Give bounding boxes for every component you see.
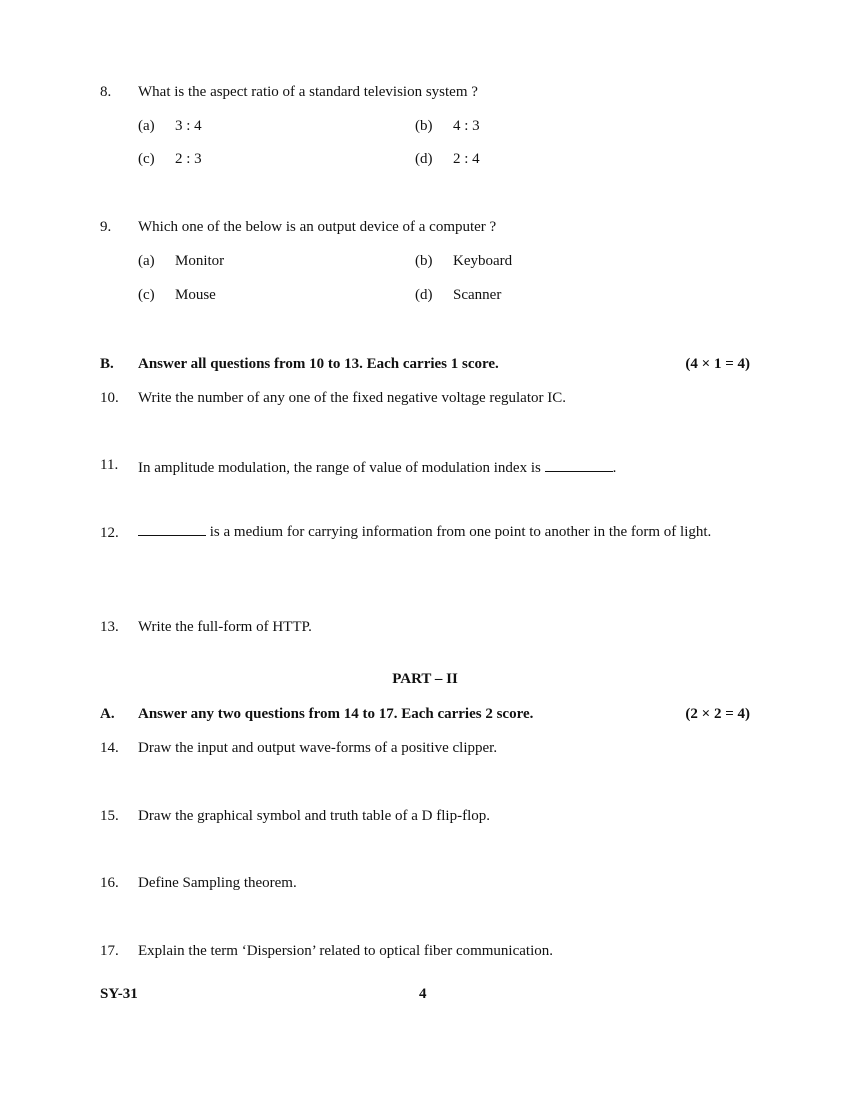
question-text: Define Sampling theorem.: [138, 875, 297, 891]
question-number: 14.: [100, 740, 119, 756]
option-letter: (b): [415, 118, 433, 134]
option-letter: (c): [138, 287, 155, 303]
option-text: 2 : 4: [453, 151, 480, 167]
part-heading: PART – II: [392, 671, 458, 687]
question-number: 11.: [100, 457, 119, 473]
option-letter: (d): [415, 151, 433, 167]
section-marks: (4 × 1 = 4): [685, 356, 750, 372]
question-text: [138, 457, 616, 477]
question-number: 10.: [100, 390, 119, 406]
option-text: Keyboard: [453, 253, 513, 269]
option-letter: (d): [415, 287, 433, 303]
question-text: Write the full-form of HTTP.: [138, 619, 312, 635]
question-number: 16.: [100, 875, 119, 891]
section-marks: (2 × 2 = 4): [685, 706, 750, 722]
option-letter: (c): [138, 151, 155, 167]
question-text: Draw the input and output wave-forms of a positive clipper.: [138, 740, 498, 756]
answer-blank: [545, 457, 613, 472]
option-text: 2 : 3: [175, 151, 202, 167]
question-text-after-blank: .: [612, 460, 617, 476]
answer-blank: [138, 521, 206, 536]
question-number: 17.: [100, 943, 119, 959]
question-number: 12.: [100, 525, 119, 541]
question-text: Draw the graphical symbol and truth table of a D flip-flop.: [138, 808, 490, 824]
option-letter: (b): [415, 253, 433, 269]
question-text: Explain the term ‘Dispersion’ related to optical fiber communication.: [138, 943, 554, 959]
option-text: Mouse: [175, 287, 216, 303]
section-label: B.: [100, 356, 114, 372]
question-text: Write the number of any one of the fixed negative voltage regulator IC.: [138, 390, 566, 406]
question-text: is a medium for carrying information from one point to another in the form of light.: [209, 524, 712, 540]
page-number: 4: [419, 986, 427, 1002]
option-text: Scanner: [453, 287, 502, 303]
section-instruction: Answer any two questions from 14 to 17. Each carries 2 score.: [138, 706, 534, 722]
option-text: 4 : 3: [453, 118, 480, 134]
question-text-block: [138, 519, 728, 545]
option-text: 3 : 4: [175, 118, 202, 134]
question-number: 8.: [100, 84, 112, 100]
question-text-before-blank: In amplitude modulation, the range of value of modulation index is: [138, 460, 541, 476]
option-letter: (a): [138, 253, 155, 269]
option-text: Monitor: [175, 253, 225, 269]
section-label: A.: [100, 706, 115, 722]
question-number: 15.: [100, 808, 119, 824]
question-number: 9.: [100, 219, 112, 235]
question-text: Which one of the below is an output device of a computer ?: [138, 219, 497, 235]
paper-code: SY-31: [100, 986, 138, 1002]
option-letter: (a): [138, 118, 155, 134]
question-text: What is the aspect ratio of a standard television system ?: [138, 84, 478, 100]
question-number: 13.: [100, 619, 119, 635]
section-instruction: Answer all questions from 10 to 13. Each carries 1 score.: [138, 356, 499, 372]
